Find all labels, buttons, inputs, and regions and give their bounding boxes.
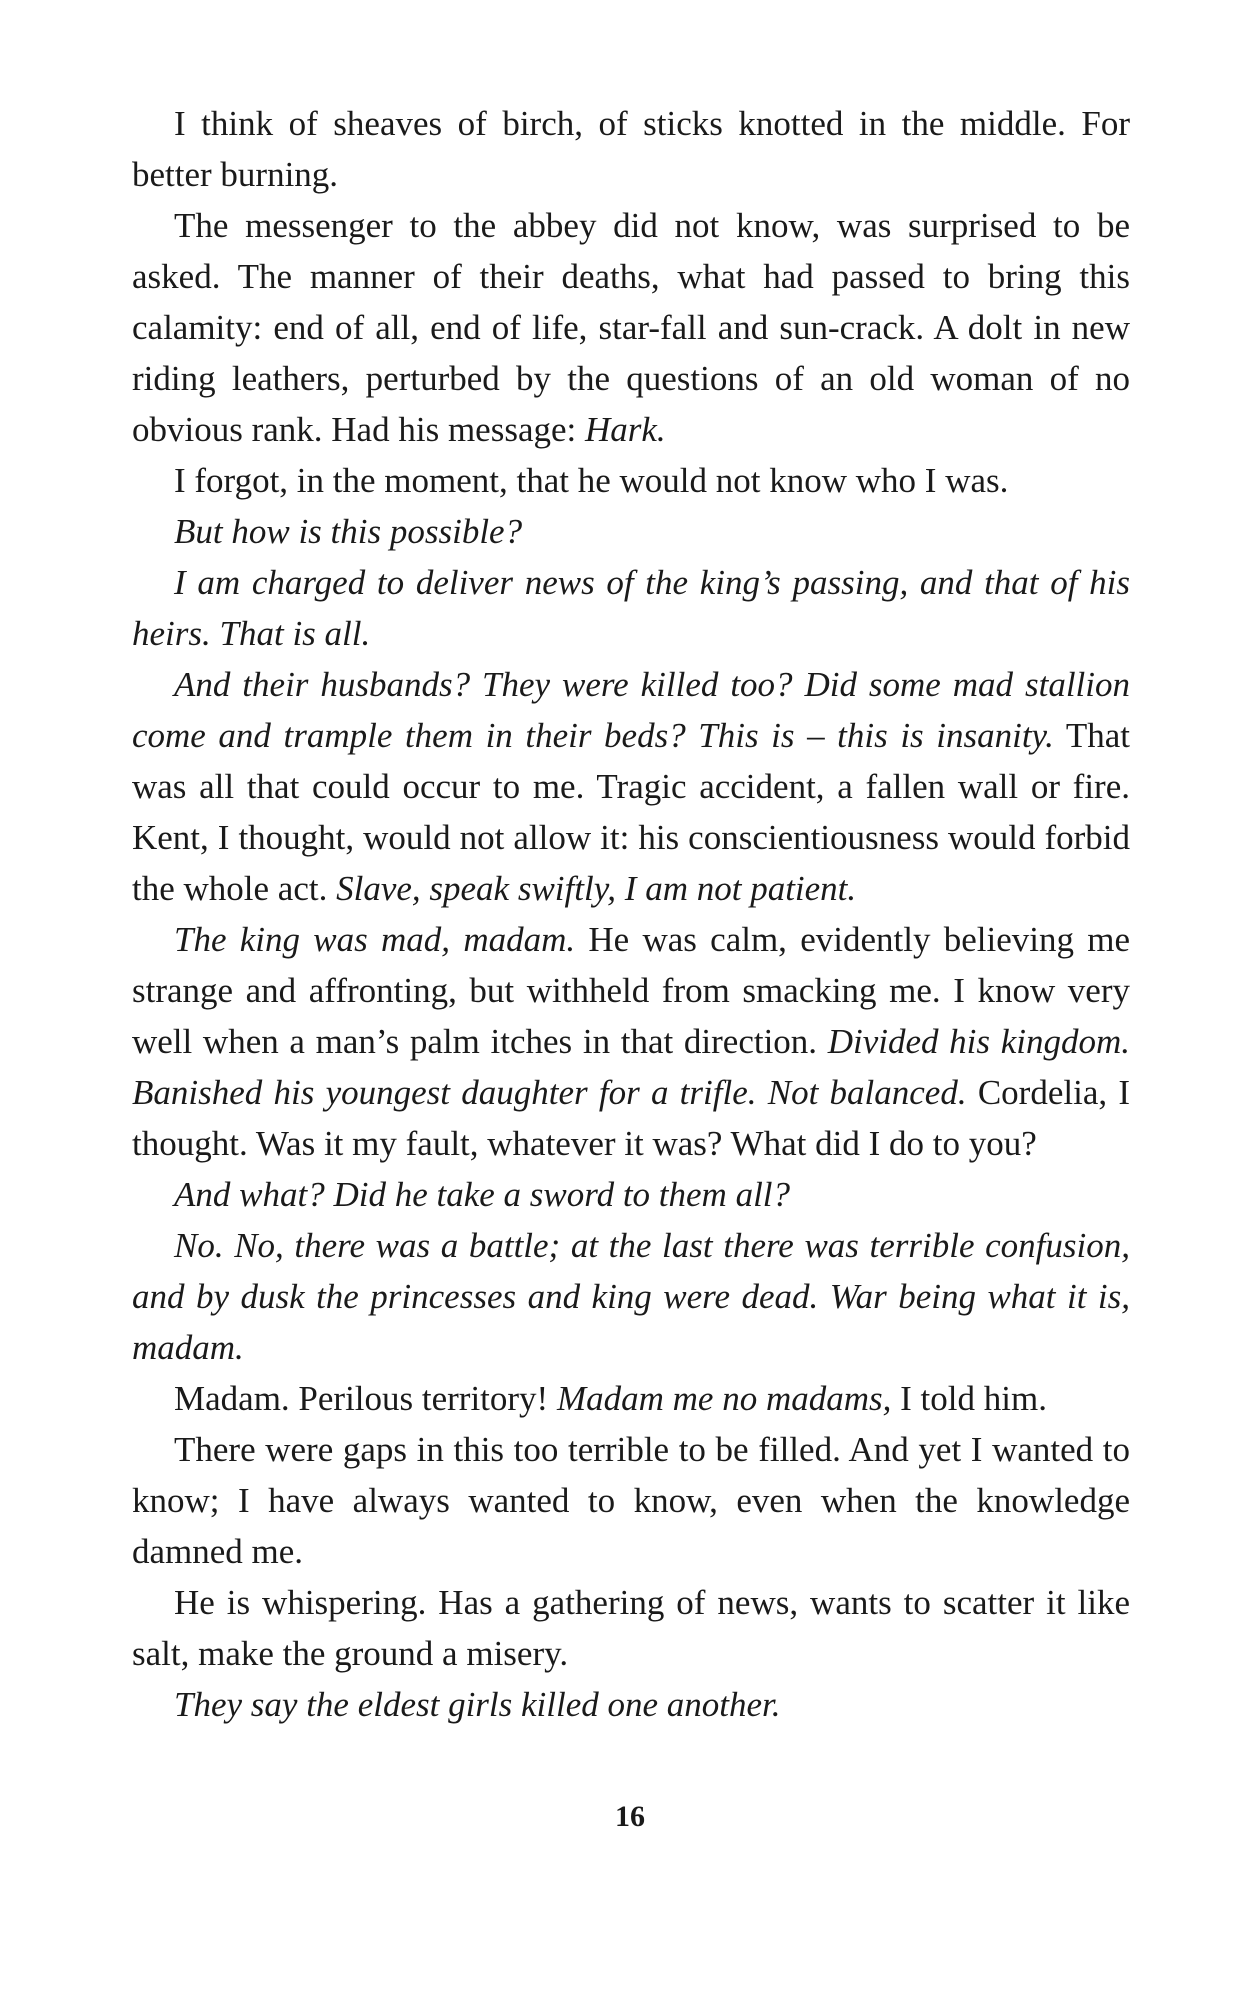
paragraph: [132, 914, 1130, 1169]
paragraph: [132, 1220, 1130, 1373]
italic-text-run: They say the eldest girls killed one another.: [174, 1685, 781, 1724]
paragraph: [132, 200, 1130, 455]
text-run: The messenger to the abbey did not know, was surprised to be asked. The manner of their deaths, what had passed to bring this calamity: end of all, end of life, star-fall and sun-crack. A dolt in new riding leathers, perturbed by the questions of an old woman of no obvious rank. Had his message:: [132, 206, 1130, 449]
italic-text-run: Slave, speak swiftly, I am not patient.: [336, 869, 857, 908]
paragraph: [132, 455, 1130, 506]
text-run: I told him.: [891, 1379, 1047, 1418]
italic-text-run: I am charged to deliver news of the king’s passing, and that of his heirs. That is all.: [132, 563, 1130, 653]
paragraph: [132, 98, 1130, 200]
italic-text-run: No. No, there was a battle; at the last there was terrible confusion, and by dusk the princesses and king were dead. War being what it is, madam.: [132, 1226, 1130, 1367]
italic-text-run: But how is this possible?: [174, 512, 523, 551]
paragraph: [132, 1169, 1130, 1220]
italic-text-run: Madam me no madams,: [556, 1379, 892, 1418]
italic-text-run: And their husbands? They were killed too? Did some mad stallion come and trample them in their beds? This is – this is insanity.: [132, 665, 1130, 755]
text-run: There were gaps in this too terrible to be filled. And yet I wanted to know; I have always wanted to know, even when the knowledge damned me.: [132, 1430, 1130, 1571]
paragraph: [132, 557, 1130, 659]
italic-text-run: The king was mad, madam.: [174, 920, 576, 959]
paragraph: [132, 1424, 1130, 1577]
page-number: 16: [615, 1800, 645, 1833]
text-run: I forgot, in the moment, that he would not know who I was.: [174, 461, 1009, 500]
paragraph: [132, 506, 1130, 557]
body-text: [132, 98, 1130, 1730]
paragraph: [132, 1373, 1130, 1424]
text-run: He is whispering. Has a gathering of news, wants to scatter it like salt, make the ground a misery.: [132, 1583, 1130, 1673]
text-run: Cordelia, I thought. Was it my fault, whatever it was? What did I do to you?: [132, 1073, 1130, 1163]
paragraph: [132, 1679, 1130, 1730]
italic-text-run: Divided his kingdom. Banished his youngest daughter for a trifle. Not balanced.: [132, 1022, 1130, 1112]
text-run: I think of sheaves of birch, of sticks knotted in the middle. For better burning.: [132, 104, 1130, 194]
text-run: That was all that could occur to me. Tragic accident, a fallen wall or fire. Kent, I thought, would not allow it: his conscientiousness would forbid the whole act.: [132, 716, 1130, 908]
text-run: He was calm, evidently believing me strange and affronting, but withheld from smacking me. I know very well when a man’s palm itches in that direction.: [132, 920, 1130, 1061]
italic-text-run: And what? Did he take a sword to them all?: [174, 1175, 791, 1214]
italic-text-run: Hark.: [584, 410, 666, 449]
paragraph: [132, 659, 1130, 914]
text-run: Madam. Perilous territory!: [174, 1379, 557, 1418]
paragraph: [132, 1577, 1130, 1679]
